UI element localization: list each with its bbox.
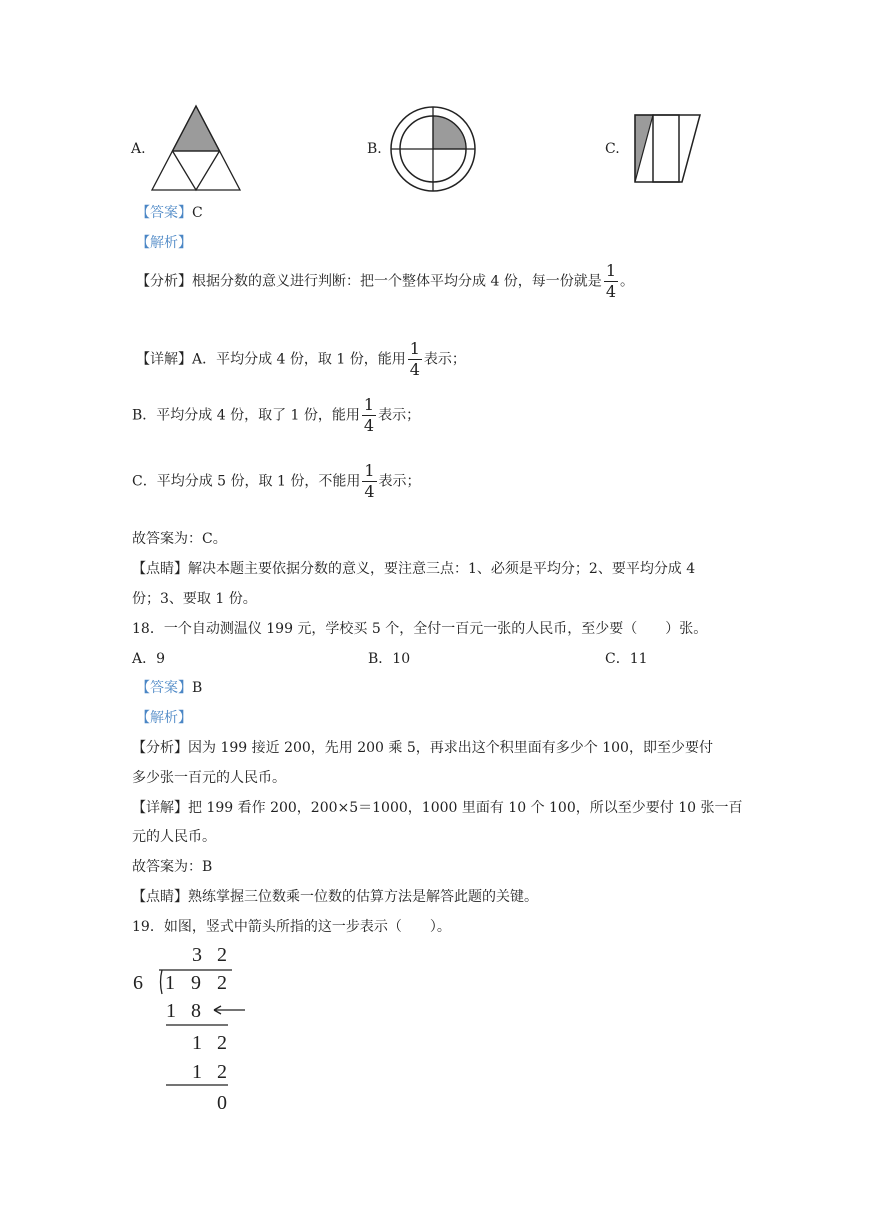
q17-conclusion: 故答案为：C。 xyxy=(132,531,227,547)
q18-option-c: C．11 xyxy=(605,651,648,667)
q17-dianjing-2: 份；3、要取 1 份。 xyxy=(132,591,257,607)
q17-line-c: C．平均分成 5 份，取 1 份，不能用 $\frac{1}{4}$ 表示； xyxy=(132,461,421,501)
option-label-b: B. xyxy=(367,141,382,157)
q18-question: 18．一个自动测温仪 199 元，学校买 5 个，全付一百元一张的人民币，至少要（ ）张。 xyxy=(132,621,708,637)
arrow-left-icon xyxy=(211,1004,247,1016)
xiangjie-tag: 【详解】 xyxy=(136,351,192,368)
q17-xiangjie-a: 【详解】A．平均分成 4 份，取 1 份，能用 $\frac{1}{4}$ 表示； xyxy=(136,339,466,379)
q18-conclusion: 故答案为：B xyxy=(132,859,213,875)
q18-xiangjie-1: 【详解】把 199 看作 200，200×5＝1000，1000 里面有 10 个 100，所以至少要付 10 张一百 xyxy=(132,800,743,816)
q19-question: 19．如图，竖式中箭头所指的这一步表示（ ）。 xyxy=(132,919,451,935)
q17-analysis-tag: 【解析】 xyxy=(136,235,192,251)
fraction-one-quarter: $\frac{1}{4}$ xyxy=(364,461,375,501)
step-digit: 2 xyxy=(217,1032,227,1054)
divisor: 6 xyxy=(133,972,143,994)
q17-line-b: B．平均分成 4 份，取了 1 份，能用 $\frac{1}{4}$ 表示； xyxy=(132,395,421,435)
q18-answer: 【答案】B xyxy=(136,680,203,696)
option-label-c: C. xyxy=(605,141,620,157)
answer-value: C xyxy=(192,205,203,221)
q18-fenxi-2: 多少张一百元的人民币。 xyxy=(132,770,286,786)
step-digit: 1 xyxy=(192,1032,202,1054)
parallelogram-figure xyxy=(632,113,702,185)
q18-fenxi-1: 【分析】因为 199 接近 200，先用 200 乘 5，再求出这个积里面有多少个 100，即至少要付 xyxy=(132,740,713,756)
q18-dianjing: 【点睛】熟练掌握三位数乘一位数的估算方法是解答此题的关键。 xyxy=(132,889,538,905)
dividend-digit: 9 xyxy=(191,972,201,994)
step-digit: 8 xyxy=(191,1000,201,1022)
step-digit: 1 xyxy=(166,1000,176,1022)
fraction-one-quarter: $\frac{1}{4}$ xyxy=(409,339,420,379)
division-rule xyxy=(166,1084,230,1086)
dividend-digit: 1 xyxy=(165,972,175,994)
triangle-figure xyxy=(150,104,242,192)
step-digit: 2 xyxy=(217,1061,227,1083)
q18-analysis-tag: 【解析】 xyxy=(136,710,192,726)
q18-option-b: B．10 xyxy=(368,651,411,667)
fraction-one-quarter: $\frac{1}{4}$ xyxy=(605,261,616,301)
answer-tag: 【答案】 xyxy=(136,205,192,221)
step-digit: 1 xyxy=(192,1061,202,1083)
q18-option-a: A．9 xyxy=(132,651,166,667)
remainder: 0 xyxy=(217,1092,227,1114)
q17-answer xyxy=(136,202,203,222)
dividend-digit: 2 xyxy=(217,972,227,994)
fenxi-tag: 【分析】 xyxy=(136,273,192,290)
division-rule xyxy=(166,1024,230,1026)
fraction-one-quarter: $\frac{1}{4}$ xyxy=(363,395,375,435)
q18-xiangjie-2: 元的人民币。 xyxy=(132,829,216,845)
quotient-digit: 2 xyxy=(217,944,227,966)
fenxi-text: 根据分数的意义进行判断：把一个整体平均分成 4 份，每一份就是 xyxy=(192,273,602,290)
quotient-digit: 3 xyxy=(192,944,202,966)
q17-fenxi: 【分析】根据分数的意义进行判断：把一个整体平均分成 4 份，每一份就是 $\frac{1}{4}$ 。 xyxy=(136,261,634,301)
circle-figure xyxy=(389,105,477,193)
option-label-a: A. xyxy=(131,141,146,157)
q17-dianjing-1: 【点睛】解决本题主要依据分数的意义，要注意三点：1、必须是平均分；2、要平均分成 4 xyxy=(132,561,696,577)
